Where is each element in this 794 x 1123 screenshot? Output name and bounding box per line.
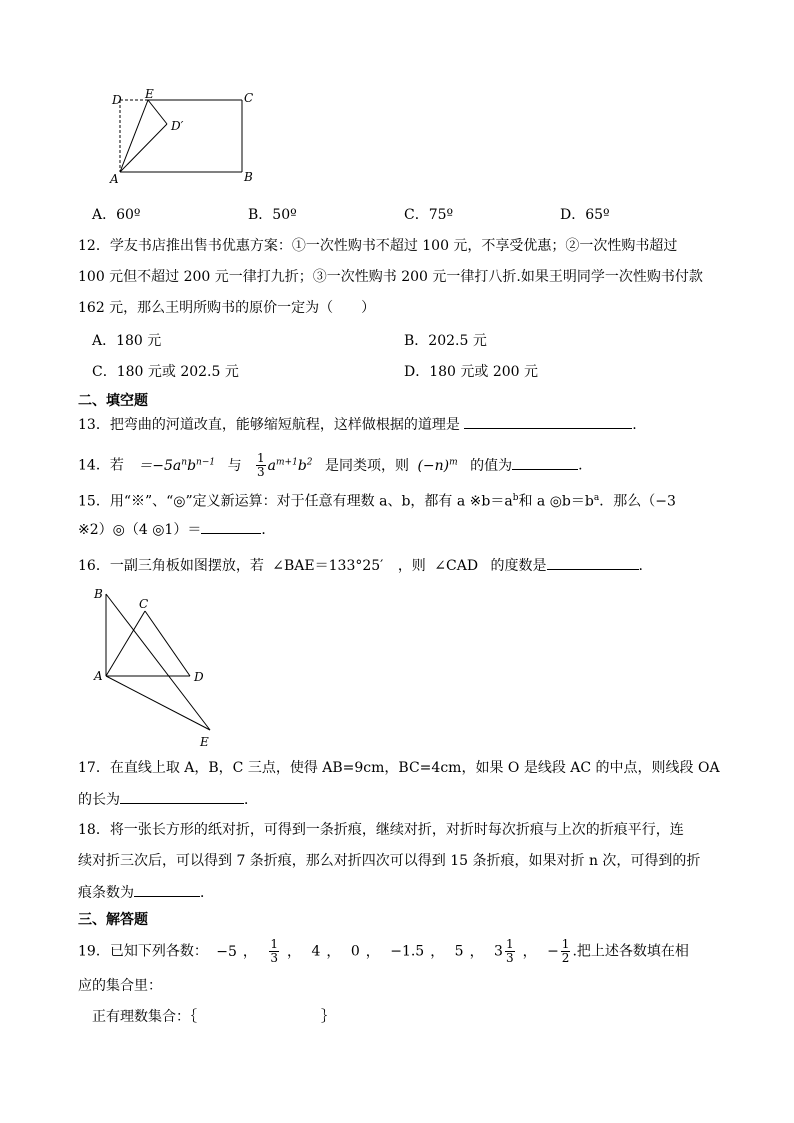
label-C: C [244, 91, 254, 105]
q16-answer-blank[interactable] [547, 555, 639, 570]
label-D: D [112, 93, 122, 107]
q14-answer-blank[interactable] [512, 455, 578, 470]
rectangle-fold-figure [100, 86, 270, 186]
q15-answer-blank[interactable] [201, 519, 261, 534]
label-E: E [200, 735, 209, 749]
q15-line-2: ※2）◎（4 ◎1）＝ ． [78, 519, 275, 540]
q17-line-1: 17．在直线上取 A，B，C 三点，使得 AB=9cm，BC=4cm，如果 O 是线段 AC 的中点，则线段 OA [78, 760, 720, 776]
fraction-one-third: $\frac{1}{3}$ [257, 451, 265, 480]
q12-option-b: B．202.5 元 [404, 333, 487, 349]
q12-option-d: D．180 元或 200 元 [404, 364, 539, 380]
q11-option-c: C．75º [404, 207, 454, 223]
q12-line-2: 100 元但不超过 200 元一律打九折；③一次性购书 200 元一律打八折.如果王明同学一次性购书付款 [78, 269, 703, 285]
section-3-heading: 三、解答题 [78, 912, 148, 928]
q19-line-3: 正有理数集合：｛ ｝ [92, 1009, 335, 1025]
q12-line-3: 162 元，那么王明所购书的原价一定为（ ） [78, 300, 376, 316]
label-A: A [110, 172, 119, 186]
q13-answer-blank[interactable] [464, 414, 632, 429]
q18-answer-blank[interactable] [134, 882, 200, 897]
q15-line-1: 15．用“※”、“◎”定义新运算：对于任意有理数 a、b，都有 a $※b=a^b$和 a $◎b=b^a$．那么（−3 [78, 493, 676, 510]
q11-option-a: A．60º [92, 207, 141, 223]
q17-line-2: 的长为 ． [78, 789, 258, 810]
q12-option-a: A．180 元 [92, 333, 162, 349]
q14-text: 14．若 $=-5a^nb^{n-1}$ 与 $\frac{1}{3}$ $a^{m+1}b^2$ 是同类项，则 $(-n)^m$ 的值为 . [78, 451, 583, 480]
q13-text: 13．把弯曲的河道改直，能够缩短航程，这样做根据的道理是 . [78, 414, 637, 435]
q18-line-1: 18．将一张长方形的纸对折，可得到一条折痕，继续对折，对折时每次折痕与上次的折痕平行，连 [78, 822, 684, 838]
q19-line-2: 应的集合里： [78, 978, 162, 994]
label-E: E [145, 87, 154, 101]
q11-option-d: D．65º [560, 207, 610, 223]
set-squares-figure [88, 584, 218, 750]
label-B: B [94, 587, 103, 601]
label-C: C [139, 597, 149, 611]
q12-option-c: C．180 元或 202.5 元 [92, 364, 239, 380]
q12-line-1: 12．学友书店推出售书优惠方案：①一次性购书不超过 100 元，不享受优惠；②一次性购书超过 [78, 238, 678, 254]
q18-line-3: 痕条数为 ． [78, 882, 214, 903]
q19-line-1: 19．已知下列各数： −5 ， $\frac{1}{3}$ ， 4 ， 0 ， −1.5 ， 5 ， 3 $\frac{1}{3}$ ， − $\frac{1}{2}$ .把上述各数填在相 [78, 937, 689, 965]
q18-line-2: 续对折三次后，可以得到 7 条折痕，那么对折四次可以得到 15 条折痕，如果对折 n 次，可得到的折 [78, 853, 701, 869]
section-2-heading: 二、填空题 [78, 393, 148, 409]
q16-text: 16．一副三角板如图摆放，若 ∠BAE＝133°25′ ，则 ∠CAD 的度数是 . [78, 555, 643, 576]
q17-answer-blank[interactable] [120, 789, 244, 804]
label-Dprime: D′ [171, 119, 184, 133]
label-B: B [244, 170, 253, 184]
label-D: D [194, 670, 204, 684]
q11-option-b: B．50º [248, 207, 297, 223]
label-A: A [94, 669, 103, 683]
